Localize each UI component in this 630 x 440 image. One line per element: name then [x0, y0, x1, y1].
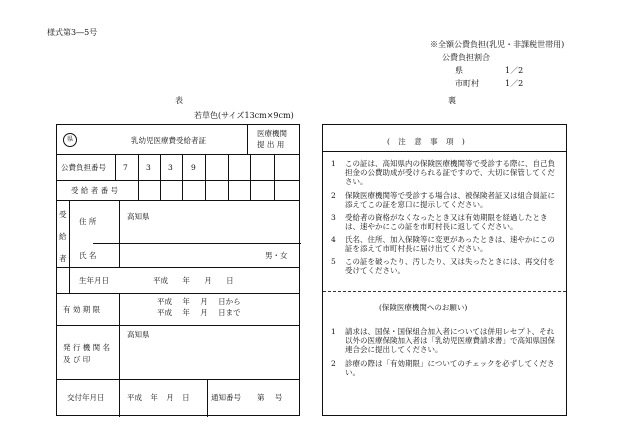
burden-row-prefecture-name: 県	[455, 66, 463, 75]
col-divider	[115, 154, 116, 180]
row-divider	[57, 267, 299, 268]
issuer-label: 発 行 機 関 名	[63, 343, 111, 352]
row-divider	[323, 151, 566, 152]
public-digit: 9	[191, 163, 196, 172]
recipient-card-back: ( 注 意 事 項 ) 1 この証は、高知県内の保険医療機関等で受診する際に、自己負担金の公費助成が受けられる証ですので、大切に保管してください。 2 保険医療機関等で受診する場合は、被保険者証又は組合員証に添えてこの証を窓口に提示してください。 3 受給者の資格がなくなったとき又は有効期限を経過したときは、速やかにこの証を市町村長に返してください。 4 氏名、住所、加入保険等に変更があったときは、速やかにこの証を添えて市町村長に届け出てください。 5 この証を破ったり、汚したり、又は失ったときには、再交付を受けてください。 (保険医療機関へのお願い) 1 請求は、国保・国保組合加入者については併用レセプト、それ以外の医療保険加入者は「乳幼児医療費請求書」で高知県国保連合会に提出してください。 2 診療の際は「有効期限」についてのチェックを必ずしてください。	[322, 124, 567, 416]
col-divider	[250, 154, 251, 200]
public-digit: 3	[146, 163, 151, 172]
burden-row-municipal-name: 市町村	[455, 79, 479, 88]
recipient-vertical-char: 受	[59, 210, 67, 219]
gender-option: 男・女	[265, 251, 288, 260]
notes-heading: ( 注 意 事 項 )	[387, 137, 465, 146]
col-divider	[228, 154, 229, 200]
submission-label: 提 出 用	[257, 140, 285, 149]
public-digit: 3	[168, 163, 173, 172]
col-divider	[207, 379, 208, 417]
back-label: 裏	[448, 96, 456, 105]
col-divider	[274, 154, 275, 200]
address-label: 住 所	[79, 217, 97, 226]
validity-from: 平成 年 月 日から	[157, 297, 241, 306]
col-divider	[182, 154, 183, 200]
recipient-vertical-char: 給	[59, 232, 67, 241]
public-digit: 7	[123, 163, 128, 172]
col-divider	[138, 154, 139, 200]
col-divider	[160, 154, 161, 200]
card-title: 乳幼児医療費受給者証	[131, 136, 206, 145]
issue-date-value: 平成 年 月 日	[127, 393, 190, 402]
burden-ratio-label: 公費負担割合	[442, 53, 490, 62]
issue-date-label: 交付年月日	[67, 393, 105, 402]
issuer-seal-label: 及 び 印	[63, 355, 91, 364]
col-divider	[119, 293, 120, 325]
notice-number-suffix: 第 号	[257, 393, 283, 402]
notice-number-label: 通知番号	[211, 393, 241, 402]
col-divider	[119, 200, 120, 267]
public-number-label: 公費負担番号	[61, 163, 106, 172]
recipient-vertical-char: 者	[59, 254, 67, 263]
row-divider	[57, 325, 299, 326]
burden-row-prefecture-ratio: 1／2	[505, 66, 524, 75]
address-value: 高知県	[127, 212, 150, 221]
birth-date-value: 平成 年 月 日	[153, 276, 234, 285]
row-divider	[57, 154, 299, 155]
recipient-card-front	[56, 124, 300, 416]
validity-label: 有 効 期 限	[63, 305, 101, 314]
issuer-value: 高知県	[127, 330, 150, 339]
row-divider	[57, 379, 299, 380]
row-divider	[57, 180, 299, 181]
validity-to: 平成 年 月 日まで	[157, 308, 241, 317]
burden-title: ※全額公費負担(乳児・非課税世帯用)	[430, 40, 565, 49]
section-divider	[323, 291, 566, 292]
row-divider	[57, 293, 299, 294]
row-divider	[57, 200, 299, 201]
request-heading: (保険医療機関へのお願い)	[379, 303, 468, 312]
front-label: 表	[175, 96, 183, 105]
prefecture-seal-icon: 県	[63, 133, 77, 147]
birth-date-label: 生年月日	[79, 276, 109, 285]
form-number: 様式第3―5号	[47, 28, 98, 37]
col-divider	[119, 379, 120, 417]
name-label: 氏 名	[79, 251, 97, 260]
color-note: 若草色(サイズ13cm×9cm)	[194, 111, 294, 120]
recipient-number-label: 受 給 者 番 号	[71, 186, 119, 195]
col-divider	[69, 200, 70, 293]
col-divider	[119, 325, 120, 379]
col-divider	[247, 125, 248, 154]
col-divider	[205, 154, 206, 200]
burden-row-municipal-ratio: 1／2	[505, 79, 524, 88]
medical-institution-label: 医療機関	[257, 129, 287, 138]
row-divider	[93, 243, 301, 244]
